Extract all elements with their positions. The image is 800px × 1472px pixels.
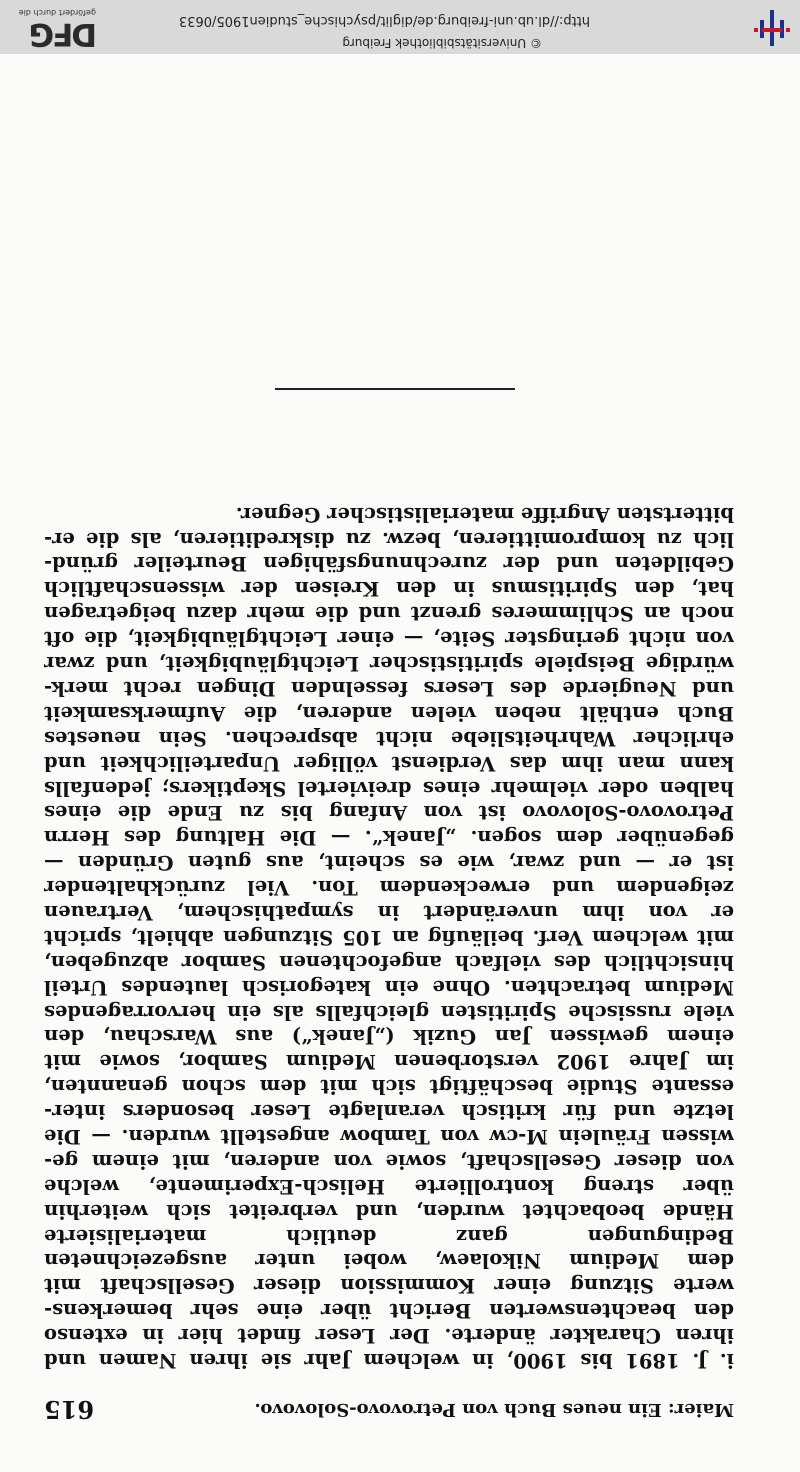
text-line: er von ihm unverändert in sympathischem, Vertrauen — [44, 900, 734, 924]
body-text — [44, 501, 734, 1372]
text-line: ihren Charakter änderte. Der Leser findet hier in extenso — [44, 1324, 734, 1348]
text-line: von nicht geringster Seite, — einer Leichtgläubigkeit, die oft — [44, 627, 734, 651]
text-line: bittertsten Angriffe materialistischer Gegner. — [235, 502, 734, 526]
text-line: hat, den Spiritismus in den Kreisen der wissenschaftlich — [44, 577, 734, 601]
text-line: ehrlicher Wahrheitsliebe nicht absprechen. Sein neuestes — [44, 726, 734, 750]
dfg-caption: gefördert durch die — [18, 8, 96, 17]
section-rule — [275, 388, 515, 390]
text-line: wissen Fräulein M-cw von Tambow angestellt wurden. — Die — [44, 1124, 734, 1148]
text-line: Buch enthält neben vielen anderen, die Aufmerksamkeit — [44, 701, 734, 725]
running-head-title: Maier: Ein neues Buch von Petrovovo-Solovovo. — [254, 1399, 734, 1420]
text-line: einem gewissen Jan Guzik („Janek“) aus Warschau, den — [44, 1025, 734, 1049]
text-line: und Neugierde des Lesers fesselnden Dingen recht merk- — [44, 676, 734, 700]
text-line: Hände beobachtet wurden, und verbreitet sich weiterhin — [44, 1199, 734, 1223]
text-line: würdige Beispiele spiritistischer Leichtgläubigkeit, und zwar — [44, 652, 734, 676]
university-library-logo — [754, 8, 790, 48]
text-line: zeigendem und erweckendem Ton. Viel zurückhaltender — [44, 876, 734, 900]
text-line: kann man ihm das Verdienst völliger Unparteilichkeit und — [44, 751, 734, 775]
copyright-notice: © Universitätsbibliothek Freiburg — [342, 36, 542, 50]
text-line: letzte und für kritisch veranlagte Leser besonders inter- — [44, 1100, 734, 1124]
dfg-logo: DFG — [30, 16, 97, 52]
text-line: i. J. 1891 bis 1900, in welchem Jahr sie ihren Namen und — [44, 1349, 734, 1372]
text-line: hinsichtlich des vielfach angefochtenen Sambor abzugeben, — [44, 950, 734, 974]
text-line: gegenüber dem sogen. „Janek“. — Die Haltung des Herrn — [44, 826, 734, 850]
text-line: halben oder vielmehr eines dreiviertel Skeptikers; jedenfalls — [44, 776, 734, 800]
running-head — [44, 1388, 734, 1428]
text-line: von dieser Gesellschaft, sowie von anderen, mit einem ge- — [44, 1149, 734, 1173]
text-line: dem Medium Nikolaew, wobei unter ausgezeichneten — [44, 1249, 734, 1273]
text-line: Medium betrachten. Ohne ein kategorisch lautendes Urteil — [44, 975, 734, 999]
text-line: über streng kontrollierte Helisch-Experimente, welche — [44, 1174, 734, 1198]
text-line: Petrovovo-Solovovo ist von Anfang bis zu Ende die eines — [44, 801, 734, 825]
text-line: lich zu kompromittieren, bezw. zu diskreditieren, als die er- — [44, 527, 734, 551]
text-line: werte Sitzung einer Kommission dieser Gesellschaft mit — [44, 1274, 734, 1298]
text-line: ist er — und zwar, wie es scheint, aus guten Gründen — — [44, 851, 734, 875]
text-line: Gebildeten und der zurechnungsfähigen Beurteiler gründ- — [44, 552, 734, 576]
source-url[interactable]: http://dl.ub.uni-freiburg.de/diglit/psychische_studien1905/0633 — [178, 13, 590, 28]
text-line: den beachtenswerten Bericht über eine sehr bemerkens- — [44, 1299, 734, 1323]
text-line: mit welchem Verf. beiläufig an 105 Sitzungen abhielt, spricht — [44, 925, 734, 949]
text-line: noch an Schlimmeres grenzt und die mehr dazu beigetragen — [44, 602, 734, 626]
page-number: 615 — [44, 1395, 95, 1424]
text-line: im Jahre 1902 verstorbenen Medium Sambor, sowie mit — [44, 1050, 734, 1074]
text-line: viele russische Spiritisten gleichfalls als ein hervorragendes — [44, 1000, 734, 1024]
text-line: Bedingungen ganz deutlich materialisierte — [44, 1224, 734, 1248]
text-line: essante Studie beschäftigt sich mit dem schon genannten, — [44, 1075, 734, 1099]
